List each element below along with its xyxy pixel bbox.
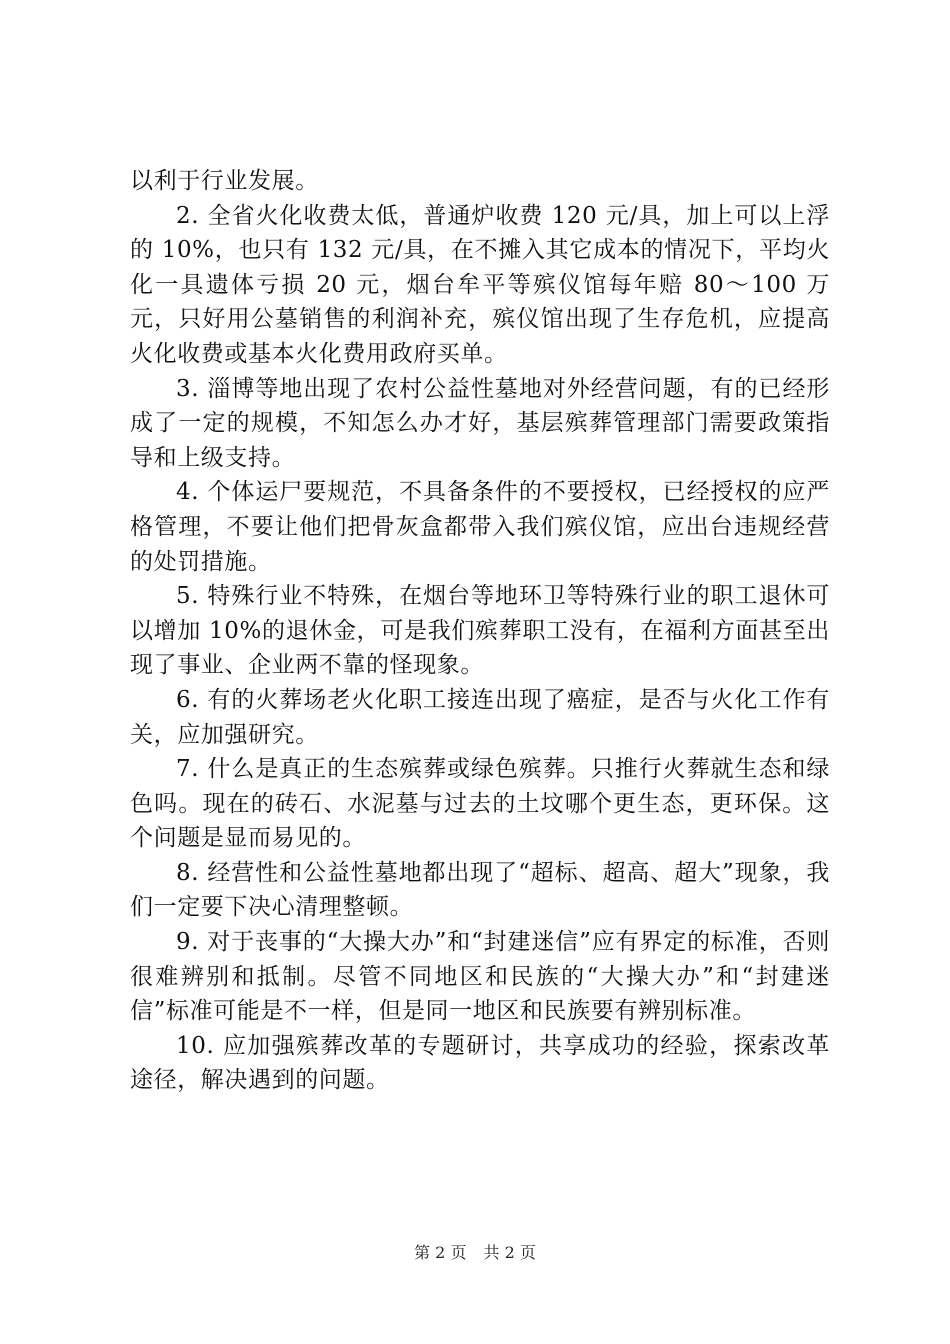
document-body — [130, 164, 830, 1098]
paragraph-7: 7. 什么是真正的生态殡葬或绿色殡葬。只推行火葬就生态和绿色吗。现在的砖石、水泥墓与过去的土坟哪个更生态，更环保。这个问题是显而易见的。 — [130, 756, 830, 852]
paragraph-3: 3. 淄博等地出现了农村公益性墓地对外经营问题，有的已经形成了一定的规模，不知怎么办才好，基层殡葬管理部门需要政策指导和上级支持。 — [130, 375, 830, 471]
paragraph-1: 以利于行业发展。 — [130, 168, 319, 194]
page-number: 第 2 页 — [414, 1243, 467, 1262]
paragraph-2: 2. 全省火化收费太低，普通炉收费 120 元/具，加上可以上浮的 10%，也只有 132 元/具，在不摊入其它成本的情况下，平均火化一具遗体亏损 20 元，烟台牟平等殡仪馆每年赔 80～100 万元，只好用公墓销售的利润补充，殡仪馆出现了生存危机，应提高火化收费或基本火化费用政府买单。 — [130, 202, 830, 367]
page-footer — [0, 1243, 950, 1263]
paragraph-5: 5. 特殊行业不特殊，在烟台等地环卫等特殊行业的职工退休可以增加 10%的退休金，可是我们殡葬职工没有，在福利方面甚至出现了事业、企业两不靠的怪现象。 — [130, 583, 830, 679]
paragraph-4: 4. 个体运尸要规范，不具备条件的不要授权，已经授权的应严格管理，不要让他们把骨灰盒都带入我们殡仪馆，应出台违规经营的处罚措施。 — [130, 479, 830, 575]
paragraph-8: 8. 经营性和公益性墓地都出现了“超标、超高、超大”现象，我们一定要下决心清理整顿。 — [130, 859, 830, 921]
paragraph-10: 10. 应加强殡葬改革的专题研讨，共享成功的经验，探索改革途径，解决遇到的问题。 — [130, 1032, 830, 1094]
paragraph-9: 9. 对于丧事的“大操大办”和“封建迷信”应有界定的标准，否则很难辨别和抵制。尽管不同地区和民族的“大操大办”和“封建迷信”标准可能是不一样，但是同一地区和民族要有辨别标准。 — [130, 929, 830, 1025]
page-total: 共 2 页 — [483, 1243, 536, 1262]
paragraph-6: 6. 有的火葬场老火化职工接连出现了癌症，是否与火化工作有关，应加强研究。 — [130, 686, 830, 748]
